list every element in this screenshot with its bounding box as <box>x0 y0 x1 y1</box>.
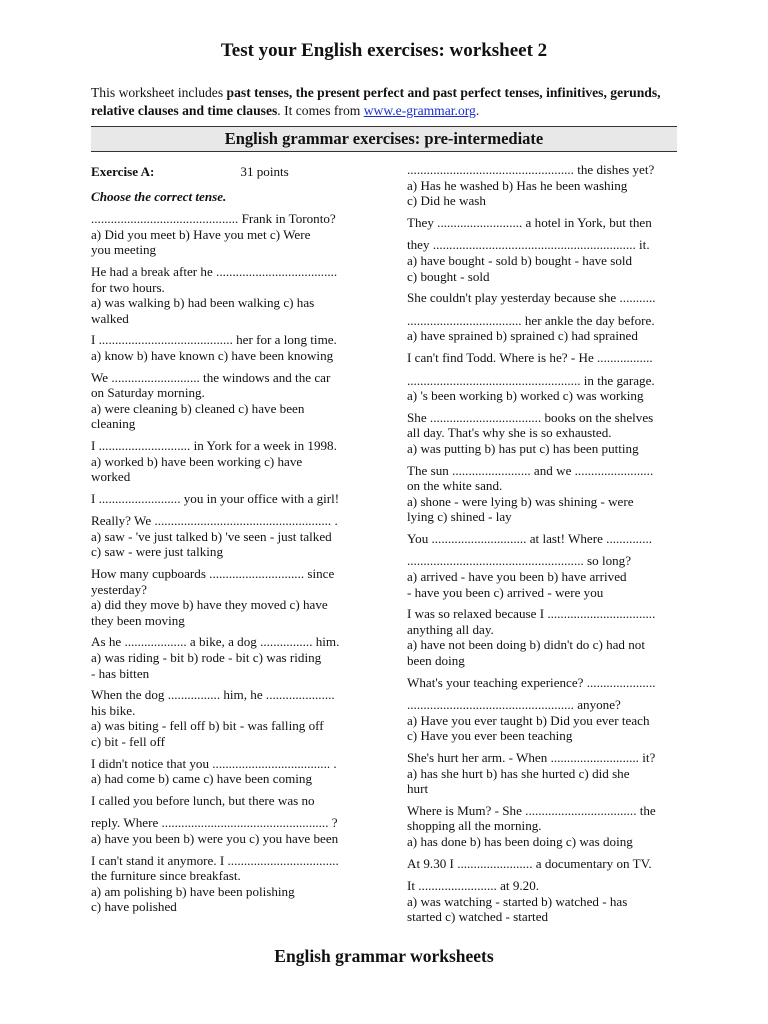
question-item <box>407 856 679 925</box>
question-line: It ........................ at 9.20. <box>407 878 540 894</box>
question-line: - has bitten <box>91 665 150 681</box>
question-line: You ............................. at last! Where .............. <box>407 530 653 546</box>
question-line: a) have not been doing b) didn't do c) had not <box>407 637 645 653</box>
question-line: She's hurt her arm. - When ........................... it? <box>407 750 656 765</box>
question-line: Really? We ...................................................... . <box>91 513 338 529</box>
intro-prefix: This worksheet includes <box>91 85 227 100</box>
question-line: I didn't notice that you .................................... . <box>91 755 337 771</box>
question-line: a) know b) have known c) have been knowing <box>91 347 334 363</box>
exercise-instruction: Choose the correct tense. <box>91 188 227 204</box>
question-line: a) saw - 've just talked b) 've seen - just talked <box>91 528 332 544</box>
question-item <box>407 675 679 744</box>
question-line: a) am polishing b) have been polishing <box>91 883 295 899</box>
question-line: ................................................... the dishes yet? <box>407 162 655 177</box>
question-line: a) worked b) have been working c) have <box>91 453 303 469</box>
question-line: What's your teaching experience? ..................... <box>407 674 656 690</box>
question-item <box>91 687 361 749</box>
line-gap <box>407 871 679 878</box>
question-line: walked <box>91 310 129 326</box>
question-line: The sun ........................ and we ........................ <box>407 462 654 478</box>
intro-suffix: . It comes from <box>277 103 364 118</box>
question-line: for two hours. <box>91 279 165 295</box>
question-line: his bike. <box>91 702 136 718</box>
question-line: a) 's been working b) worked c) was working <box>407 388 644 404</box>
question-line: ............................................. Frank in Toronto? <box>91 211 336 227</box>
question-line: ................................... her ankle the day before. <box>407 312 655 328</box>
question-item <box>407 215 679 284</box>
line-gap <box>407 366 679 373</box>
question-item <box>407 531 679 600</box>
question-item <box>91 566 361 628</box>
left-column <box>91 162 361 921</box>
question-line: She .................................. books on the shelves <box>407 409 654 425</box>
question-line: on Saturday morning. <box>91 385 205 401</box>
question-line: a) Have you ever taught b) Did you ever teach <box>407 712 650 728</box>
question-line: ...................................................... so long? <box>407 553 632 569</box>
question-line: a) was biting - fell off b) bit - was falling off <box>91 718 324 734</box>
question-line: c) bit - fell off <box>91 734 165 749</box>
question-line: As he ................... a bike, a dog ................ him. <box>91 634 340 650</box>
question-line: a) had come b) came c) have been coming <box>91 771 313 787</box>
question-line: When the dog ................ him, he ..................... <box>91 687 335 703</box>
line-gap <box>91 506 361 513</box>
question-item <box>91 370 361 432</box>
question-line: We ........................... the windows and the car <box>91 369 331 385</box>
question-line: c) bought - sold <box>407 268 490 284</box>
intro-paragraph <box>91 84 691 120</box>
question-line: ..................................................... in the garage. <box>407 372 655 388</box>
question-line: a) have sprained b) sprained c) had sprained <box>407 328 638 344</box>
question-item <box>407 350 679 404</box>
question-line: a) Did you meet b) Have you met c) Were <box>91 226 311 242</box>
question-line: At 9.30 I ....................... a documentary on TV. <box>407 855 652 871</box>
question-line: I can't find Todd. Where is he? - He ................. <box>407 349 653 365</box>
question-item <box>407 290 679 344</box>
question-line: lying c) shined - lay <box>407 509 512 525</box>
question-item <box>91 756 361 787</box>
question-line: a) has done b) has been doing c) was doing <box>407 833 633 849</box>
question-line: been doing <box>407 653 465 669</box>
question-item <box>91 793 361 847</box>
question-item <box>91 491 361 560</box>
question-line: reply. Where ................................................... ? <box>91 815 338 831</box>
question-item <box>91 264 361 326</box>
section-band: English grammar exercises: pre-intermediate <box>91 126 677 152</box>
footer-title: English grammar worksheets <box>274 946 494 966</box>
line-gap <box>407 306 679 313</box>
question-item <box>407 463 679 525</box>
question-line: I was so relaxed because I ................................. <box>407 606 656 622</box>
question-line: they been moving <box>91 612 185 628</box>
right-question-list <box>407 162 679 925</box>
question-line: a) was walking b) had been walking c) has <box>91 295 315 311</box>
question-line: Where is Mum? - She .................................. the <box>407 802 656 818</box>
intro-end: . <box>475 103 480 118</box>
question-line: a) have bought - sold b) bought - have sold <box>407 252 633 268</box>
question-line: hurt <box>407 781 429 797</box>
line-gap <box>407 690 679 697</box>
exercise-points: 31 points <box>240 164 289 179</box>
question-line: I can't stand it anymore. I .................................. <box>91 852 339 868</box>
question-line: a) did they move b) have they moved c) have <box>91 597 328 613</box>
question-line: I ............................ in York for a week in 1998. <box>91 437 337 453</box>
question-line: c) Did he wash <box>407 193 486 209</box>
intro-topics: past tenses, the present perfect and past perfect tenses, infinitives, gerunds, relative clauses and time clauses <box>91 85 661 118</box>
question-line: a) was riding - bit b) rode - bit c) was riding <box>91 650 322 666</box>
question-line: started c) watched - started <box>407 909 549 925</box>
exercise-label: Exercise A: <box>91 164 155 179</box>
question-line: How many cupboards ............................. since <box>91 566 335 582</box>
question-line: a) shone - were lying b) was shining - were <box>407 493 634 509</box>
question-line: a) have you been b) were you c) you have been <box>91 830 339 846</box>
question-item <box>91 853 361 915</box>
left-question-list <box>91 211 361 915</box>
question-line: a) has she hurt b) has she hurted c) did she <box>407 765 630 781</box>
line-gap <box>407 546 679 553</box>
question-line: worked <box>91 469 131 485</box>
question-item <box>91 332 361 363</box>
question-item <box>91 438 361 485</box>
question-line: c) Have you ever been teaching <box>407 728 573 744</box>
question-line: - have you been c) arrived - were you <box>407 584 604 600</box>
source-link[interactable]: www.e-grammar.org <box>363 103 476 118</box>
question-item <box>91 211 361 258</box>
question-line: all day. That's why she is so exhausted. <box>407 425 612 441</box>
question-line: a) was watching - started b) watched - has <box>407 893 628 909</box>
question-line: I ......................... you in your office with a girl! <box>91 490 340 506</box>
question-item <box>407 606 679 668</box>
question-line: anything all day. <box>407 621 494 637</box>
question-line: a) were cleaning b) cleaned c) have been <box>91 400 305 416</box>
question-item <box>407 162 679 209</box>
question-line: on the white sand. <box>407 478 503 494</box>
question-line: cleaning <box>91 416 136 432</box>
question-line: He had a break after he ..................................... <box>91 263 338 279</box>
question-line: a) Has he washed b) Has he been washing <box>407 177 628 193</box>
right-column <box>407 162 679 931</box>
question-line: they .............................................................. it. <box>407 237 650 253</box>
question-item <box>407 803 679 850</box>
question-item <box>91 634 361 681</box>
question-line: yesterday? <box>91 581 147 597</box>
question-line: a) was putting b) has put c) has been putting <box>407 440 639 456</box>
line-gap <box>407 230 679 237</box>
line-gap <box>91 808 361 815</box>
question-line: c) have polished <box>91 899 177 915</box>
question-line: They .......................... a hotel in York, but then <box>407 214 652 230</box>
question-line: the furniture since breakfast. <box>91 868 241 884</box>
question-line: ................................................... anyone? <box>407 697 621 713</box>
exercise-header <box>91 164 361 180</box>
question-line: c) saw - were just talking <box>91 544 223 560</box>
question-line: shopping all the morning. <box>407 818 542 834</box>
question-line: you meeting <box>91 242 157 258</box>
question-item <box>407 750 679 797</box>
question-line: She couldn't play yesterday because she ........... <box>407 290 656 306</box>
question-item <box>407 410 679 457</box>
question-line: I ......................................... her for a long time. <box>91 332 337 348</box>
question-line: a) arrived - have you been b) have arrived <box>407 569 627 585</box>
page-title: Test your English exercises: worksheet 2 <box>220 40 548 61</box>
question-line: I called you before lunch, but there was no <box>91 792 315 808</box>
